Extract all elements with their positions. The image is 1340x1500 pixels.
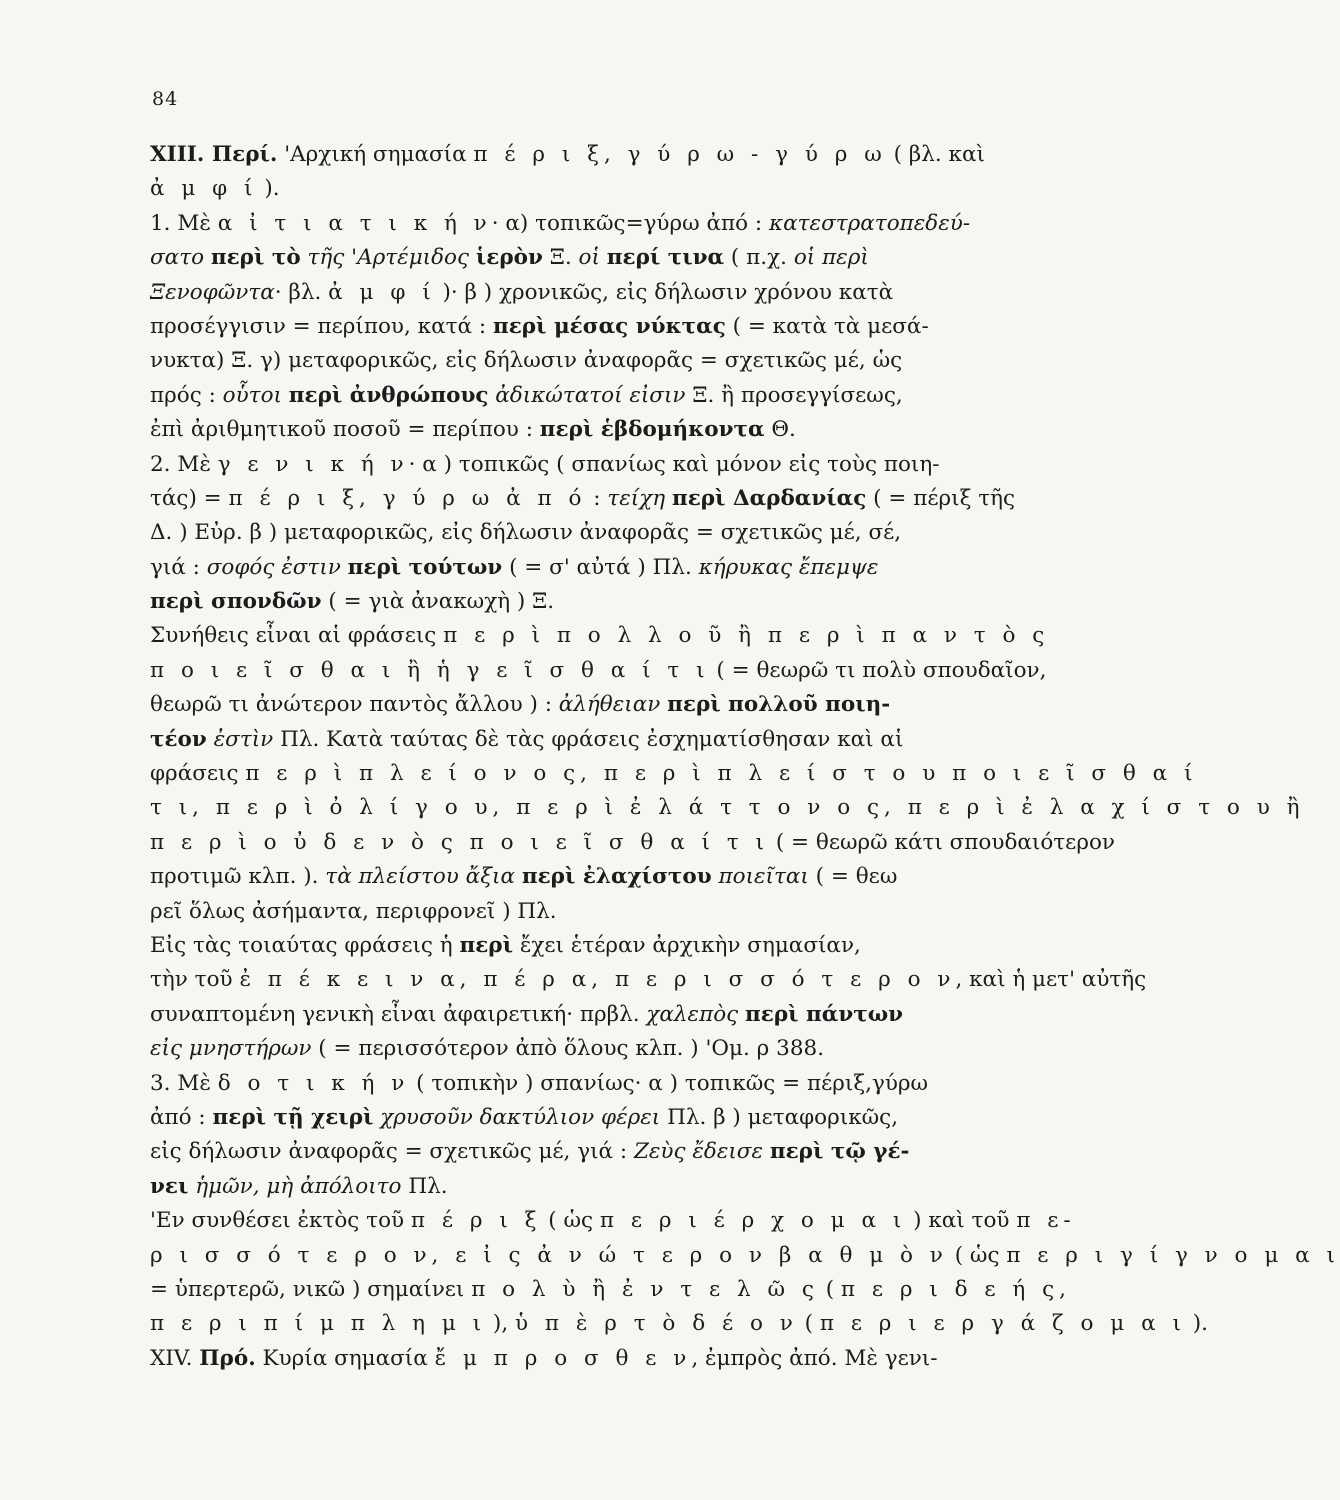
text-segment: ἀ μ φ ί: [150, 176, 258, 202]
text-segment: εἰς δήλωσιν ἀναφορᾶς = σχετικῶς μέ, γιά :: [150, 1139, 634, 1165]
text-segment: ( = σ' αὐτά ) Πλ.: [502, 554, 699, 580]
text-segment: περὶ τῇ χειρὶ: [212, 1104, 374, 1130]
text-line: [150, 172, 982, 206]
text-segment: περὶ: [459, 932, 513, 958]
text-segment: π ε ρ ὶ π ο λ λ ο ῦ ἢ π ε ρ ὶ π α ν τ ὸ ς: [443, 623, 1050, 649]
text-line: [150, 1032, 982, 1066]
text-line: [150, 379, 982, 413]
text-segment: ,: [1059, 1276, 1066, 1302]
text-segment: περὶ πολλοῦ ποιη-: [667, 692, 891, 718]
text-segment: = ὑπερτερῶ, νικῶ ) σημαίνει: [150, 1276, 472, 1302]
body-text: [150, 138, 1340, 1376]
text-segment: π ε ρ ι π ί μ π λ η μ ι: [150, 1311, 487, 1337]
text-segment: ἐ π έ κ ε ι ν α, π έ ρ α, π ε ρ ι σ σ ό τ ε ρ ο ν: [239, 967, 956, 993]
text-segment: τῆς 'Αρτέμιδος: [307, 245, 470, 271]
text-segment: τ ι, π ε ρ ὶ ὀ λ ί γ ο υ, π ε ρ ὶ ἐ λ ά τ τ ο ν ο ς, π ε ρ ὶ ἐ λ α χ ί σ τ ο υ ἢ: [150, 795, 1305, 821]
text-line: [150, 585, 982, 619]
text-segment: π ο ι ε ῖ σ θ α ι ἢ ἡ γ ε ῖ σ θ α ί τ ι: [150, 657, 710, 683]
text-segment: ἀπό :: [150, 1104, 213, 1130]
text-segment: , καὶ ἡ μετ' αὐτῆς: [955, 967, 1147, 993]
text-segment: πρός :: [150, 382, 223, 408]
text-segment: περὶ τὸ: [210, 245, 301, 271]
text-segment: ( = κατὰ τὰ μεσά-: [725, 313, 929, 339]
text-segment: οἱ περὶ: [793, 245, 869, 271]
text-line: [150, 998, 982, 1032]
text-line: [150, 241, 982, 275]
text-segment: τείχη: [607, 485, 672, 511]
text-segment: XIII.: [150, 142, 212, 167]
text-segment: προτιμῶ κλπ. ).: [150, 864, 326, 890]
text-line: [150, 963, 1147, 997]
text-segment: ( = θεωρῶ κάτι σπουδαιότερον: [768, 829, 1115, 855]
text-segment: π έ ρ ι ξ, γ ύ ρ ω ἀ π ό: [228, 485, 587, 511]
text-line: [150, 448, 982, 482]
text-line: [150, 619, 1050, 653]
text-segment: π έ ρ ι ξ: [410, 1208, 542, 1234]
text-segment: (: [818, 1276, 841, 1302]
text-segment: ( βλ. καὶ: [886, 142, 985, 167]
text-segment: οἱ: [578, 245, 607, 271]
text-segment: 'Αρχική σημασία: [277, 142, 474, 167]
text-segment: [301, 245, 308, 270]
text-segment: Πρό.: [199, 1345, 256, 1371]
text-segment: · α) τοπικῶς=γύρω ἀπό :: [491, 210, 770, 236]
text-line: [150, 310, 982, 344]
text-segment: ).: [257, 176, 280, 202]
text-segment: χαλεπὸς: [646, 1001, 746, 1027]
text-segment: Εἰς τὰς τοιαύτας φράσεις ἡ: [150, 932, 460, 958]
text-segment: ὑ π ὲ ρ τ ὸ δ έ ο ν: [514, 1311, 798, 1337]
text-segment: π ε ρ ὶ π λ ε ί ο ν ο ς, π ε ρ ὶ π λ ε ί σ τ ο υ π ο ι ε ῖ σ θ α ί: [245, 761, 1198, 787]
text-segment: νυκτα) Ξ. γ) μεταφορικῶς, εἰς δήλωσιν ἀναφορᾶς = σχετικῶς μέ, ὡς: [150, 348, 903, 374]
text-line: [150, 688, 982, 722]
text-segment: π ε ρ ι δ ε ή ς: [840, 1276, 1060, 1302]
text-segment: Ξ.: [542, 245, 579, 271]
text-segment: ),: [486, 1311, 515, 1337]
text-segment: ἱερὸν: [475, 245, 543, 271]
text-segment: ( = θεω: [808, 864, 898, 890]
text-segment: ἡμῶν, μὴ ἀπόλοιτο: [195, 1173, 402, 1199]
text-segment: τάς) =: [150, 485, 229, 511]
text-segment: Κυρία σημασία: [255, 1345, 435, 1371]
text-segment: σοφός ἐστιν: [206, 554, 348, 580]
text-line: [150, 895, 982, 929]
text-segment: σατο: [150, 245, 211, 271]
text-segment: π ε ρ ι έ ρ χ ο μ α ι: [599, 1208, 907, 1234]
text-segment: τὰ πλείστου ἄξια: [325, 864, 522, 890]
text-segment: περὶ σπονδῶν: [150, 589, 322, 615]
text-line: [150, 1273, 1066, 1307]
text-segment: περί τινα: [606, 245, 725, 271]
text-segment: (: [797, 1311, 820, 1337]
text-segment: ἐστὶν: [213, 726, 274, 752]
text-segment: περὶ τούτων: [347, 554, 503, 580]
text-line: [150, 1342, 982, 1376]
text-line: [150, 276, 982, 310]
text-segment: θεωρῶ τι ἀνώτερον παντὸς ἄλλου ) :: [150, 692, 559, 718]
text-segment: συναπτομένη γενικὴ εἶναι ἀφαιρετική· πρβλ.: [150, 1001, 647, 1027]
text-line: [150, 516, 982, 550]
text-segment: ἀδικώτατοί εἰσιν: [495, 382, 686, 408]
text-segment: · βλ.: [274, 279, 329, 305]
text-segment: ποιεῖται: [718, 864, 809, 890]
text-segment: α ἰ τ ι α τ ι κ ή ν: [217, 210, 492, 236]
text-segment: χρυσοῦν δακτύλιον φέρει: [380, 1104, 661, 1130]
text-segment: , ἐμπρὸς ἀπό. Μὲ γενι-: [691, 1345, 938, 1371]
text-segment: περὶ τῷ γέ-: [769, 1139, 910, 1165]
text-segment: γ ε ν ι κ ή ν: [217, 451, 409, 477]
text-segment: Πλ. β ) μεταφορικῶς,: [660, 1104, 899, 1130]
text-segment: περὶ πάντων: [745, 1001, 904, 1027]
text-segment: περὶ Δαρδανίας: [671, 485, 867, 511]
text-line: [150, 654, 1047, 688]
text-segment: ἐπὶ ἀριθμητικοῦ ποσοῦ = περίπου :: [150, 417, 540, 443]
text-segment: Θ.: [764, 417, 796, 443]
text-line: [150, 1135, 982, 1169]
text-segment: ἀ μ φ ί: [328, 279, 436, 305]
text-segment: δ ο τ ι κ ή ν: [217, 1070, 410, 1096]
text-segment: ρεῖ ὅλως ἀσήμαντα, περιφρονεῖ ) Πλ.: [150, 898, 557, 924]
text-line: [150, 826, 1115, 860]
text-segment: τέον: [150, 726, 207, 752]
text-segment: περὶ ἀνθρώπους: [288, 382, 489, 408]
text-segment: 1. Μὲ: [150, 210, 218, 236]
text-segment: 3. Μὲ: [150, 1070, 218, 1096]
text-line: [150, 723, 982, 757]
text-segment: οὗτοι: [222, 382, 289, 408]
text-segment: ρ ι σ σ ό τ ε ρ ο ν, ε ἰ ς ἀ ν ώ τ ε ρ ο ν β α θ μ ὸ ν: [150, 1242, 948, 1268]
text-segment: ( = περισσότερον ἀπὸ ὅλους κλπ. ) 'Ομ. ρ 388.: [311, 1036, 825, 1062]
text-segment: ( ὡς: [947, 1242, 1007, 1268]
text-line: [150, 207, 982, 241]
text-line: [150, 791, 1305, 825]
text-segment: ( τοπικὴν ) σπανίως· α ) τοπικῶς = πέριξ,γύρω: [409, 1070, 929, 1096]
text-line: [150, 344, 982, 378]
text-segment: ( π.χ.: [724, 245, 794, 271]
text-line: [150, 1101, 982, 1135]
text-segment: τὴν τοῦ: [150, 967, 240, 993]
text-segment: π ε ρ ι ε ρ γ ά ζ ο μ α ι: [819, 1311, 1186, 1337]
text-segment: περὶ μέσας νύκτας: [492, 313, 726, 339]
text-line: [150, 413, 982, 447]
text-line: [150, 482, 1016, 516]
text-segment: ἀλήθειαν: [558, 692, 668, 718]
text-segment: π ε ρ ι γ ί γ ν ο μ α ι: [1006, 1242, 1340, 1268]
text-line: [150, 1204, 1076, 1238]
text-segment: Πλ.: [401, 1173, 448, 1199]
text-segment: περὶ ἐλαχίστου: [521, 864, 712, 890]
text-line: [150, 1307, 1208, 1341]
text-line: [150, 860, 982, 894]
page-number: 84: [152, 88, 179, 110]
text-segment: εἰς μνηστήρων: [150, 1036, 312, 1062]
text-line: [150, 1170, 982, 1204]
text-segment: 'Εν συνθέσει ἐκτὸς τοῦ: [150, 1208, 411, 1234]
text-segment: π ε-: [1016, 1208, 1076, 1234]
text-segment: Ξενοφῶντα: [150, 279, 275, 305]
text-segment: 2. Μὲ: [150, 451, 218, 477]
text-segment: ( ὡς: [541, 1208, 600, 1234]
text-segment: ).: [1185, 1311, 1208, 1337]
text-segment: :: [586, 485, 608, 511]
text-segment: ( = πέριξ τῆς: [866, 485, 1016, 511]
text-segment: [469, 245, 476, 270]
text-segment: φράσεις: [150, 761, 246, 787]
text-segment: ( = θεωρῶ τι πολὺ σπουδαῖον,: [709, 657, 1047, 683]
text-segment: · α ) τοπικῶς ( σπανίως καὶ μόνον εἰς τοὺς ποιη-: [408, 451, 940, 477]
text-segment: Δ. ) Εὐρ. β ) μεταφορικῶς, εἰς δήλωσιν ἀναφορᾶς = σχετικῶς μέ, σέ,: [150, 520, 902, 546]
text-segment: Ξ. ἢ προσεγγίσεως,: [685, 382, 903, 408]
text-segment: περὶ ἑβδομήκοντα: [539, 417, 765, 443]
text-segment: π ε ρ ὶ ο ὐ δ ε ν ὸ ς π ο ι ε ῖ σ θ α ί τ ι: [150, 829, 769, 855]
text-segment: ( = γιὰ ἀνακωχὴ ) Ξ.: [321, 589, 555, 615]
text-segment: π ο λ ὺ ἢ ἐ ν τ ε λ ῶ ς: [471, 1276, 819, 1302]
text-segment: )· β ) χρονικῶς, εἰς δήλωσιν χρόνου κατὰ: [435, 279, 894, 305]
text-segment: προσέγγισιν = περίπου, κατά :: [150, 313, 493, 339]
text-line: [150, 929, 982, 963]
text-segment: π έ ρ ι ξ, γ ύ ρ ω - γ ύ ρ ω: [473, 142, 887, 167]
text-segment: [712, 864, 719, 889]
text-segment: Ζεὺς ἔδεισε: [633, 1139, 770, 1165]
text-segment: XIV.: [150, 1345, 200, 1371]
text-line: [150, 757, 1198, 791]
text-segment: Συνήθεις εἶναι αἱ φράσεις: [150, 623, 444, 649]
text-segment: [207, 727, 214, 752]
text-segment: ) καὶ τοῦ: [906, 1208, 1017, 1234]
text-segment: Περί.: [211, 142, 278, 167]
text-line: [150, 1067, 982, 1101]
text-segment: γιά :: [150, 554, 207, 580]
text-segment: ἔ μ π ρ ο σ θ ε ν: [434, 1345, 692, 1371]
text-line: [150, 138, 985, 172]
text-line: [150, 1239, 1340, 1273]
text-segment: κήρυκας ἔπεμψε: [698, 554, 879, 580]
text-segment: Πλ. Κατὰ ταύτας δὲ τὰς φράσεις ἐσχηματίσθησαν καὶ αἱ: [273, 726, 904, 752]
text-segment: κατεστρατοπεδεύ-: [769, 210, 971, 236]
text-segment: νει: [150, 1173, 189, 1199]
text-segment: ἔχει ἑτέραν ἀρχικὴν σημασίαν,: [513, 932, 861, 958]
text-line: [150, 551, 982, 585]
